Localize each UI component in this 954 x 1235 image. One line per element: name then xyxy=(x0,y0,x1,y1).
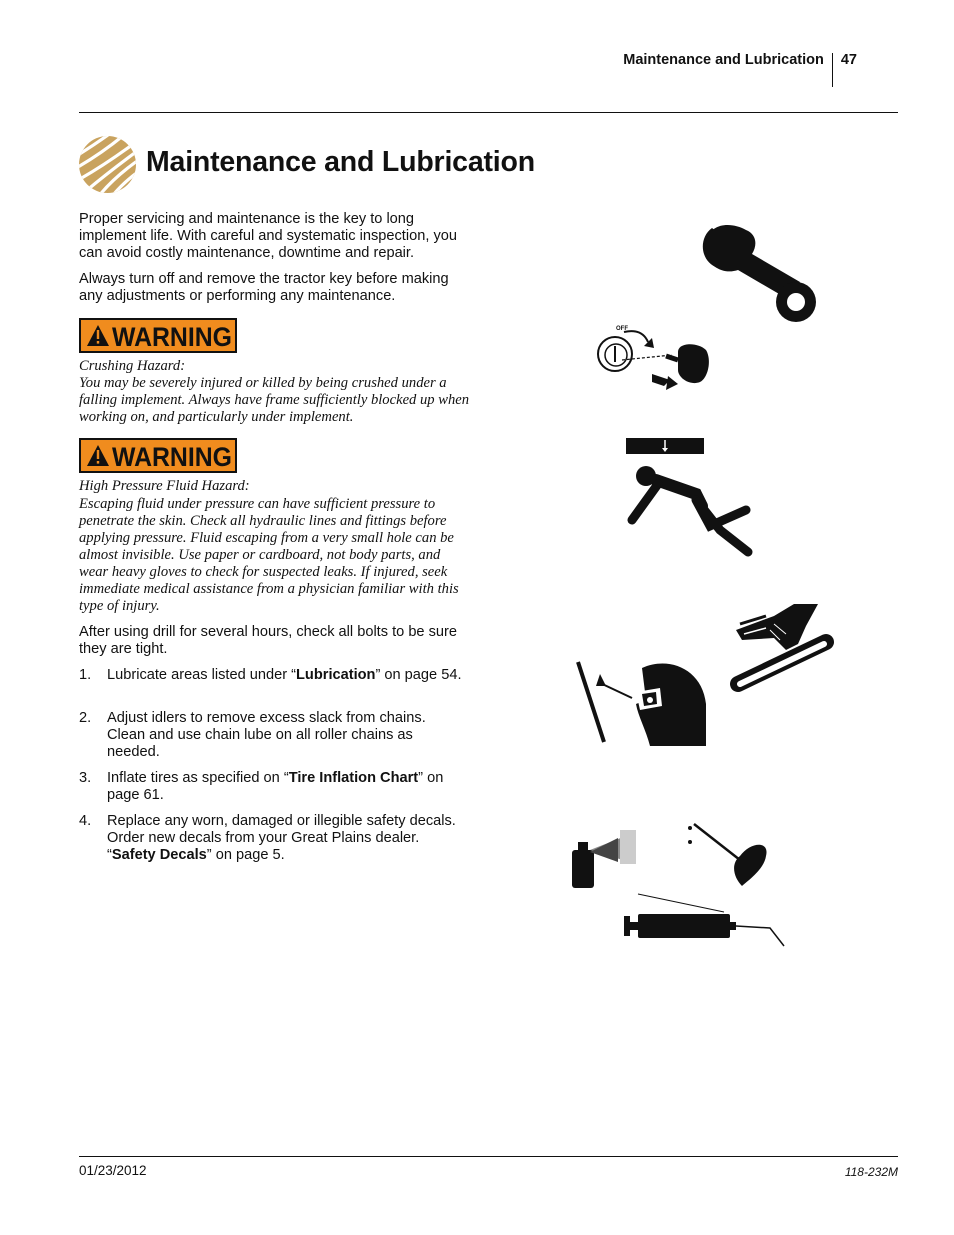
intro-paragraph-2: Always turn off and remove the tractor key before making any adjustments or performing any maintenance. xyxy=(79,271,449,304)
footer-date: 01/23/2012 xyxy=(79,1163,147,1178)
top-rule xyxy=(79,112,898,113)
step-text: ” on page 54. xyxy=(375,667,462,683)
warning-badge-text: WARNING xyxy=(112,442,232,472)
warning-badge-fluid xyxy=(79,438,237,473)
bottom-rule xyxy=(79,1156,898,1157)
list-item xyxy=(79,710,467,761)
step-number: 3. xyxy=(79,770,92,786)
hand-fluid-injection-icon xyxy=(736,604,826,684)
step-text: Replace any worn, damaged or illegible safety decals. Order new decals from your Great Plains dealer. “ xyxy=(107,813,456,863)
crushing-hazard-title: Crushing Hazard: xyxy=(79,358,186,374)
key-switch-icon xyxy=(598,326,709,390)
step-text: ” on page 5. xyxy=(206,847,285,863)
list-item xyxy=(79,667,467,684)
chapter-logo-icon xyxy=(78,135,137,194)
step-link-tire-inflation[interactable]: Tire Inflation Chart xyxy=(288,770,419,786)
step-link-safety-decals[interactable]: Safety Decals xyxy=(111,847,207,863)
running-header xyxy=(623,52,857,87)
step-text: Inflate tires as specified on “ xyxy=(107,770,289,786)
after-use-paragraph: After using drill for several hours, check all bolts to be sure they are tight. xyxy=(79,624,457,657)
list-item xyxy=(79,770,467,804)
page-number: 47 xyxy=(840,52,857,68)
crushing-hazard-text: You may be severely injured or killed by being crushed under a falling implement. Always have frame sufficiently blocked up when working on, and particularly under implement. xyxy=(79,375,470,425)
fluid-hazard-title: High Pressure Fluid Hazard: xyxy=(79,478,250,494)
lubrication-tools-icon xyxy=(572,824,784,946)
eye-protection-icon xyxy=(578,662,706,746)
running-header-section: Maintenance and Lubrication xyxy=(623,52,824,68)
warning-badge-text: WARNING xyxy=(112,322,232,352)
warning-badge-crushing xyxy=(79,318,237,353)
crushing-person-icon xyxy=(626,438,748,552)
step-text: Adjust idlers to remove excess slack from chains. Clean and use chain lube on all roller chains as needed. xyxy=(107,710,426,760)
wrench-icon xyxy=(703,225,816,322)
key-off-label: OFF xyxy=(616,326,628,332)
step-number: 4. xyxy=(79,813,92,829)
step-link-lubrication[interactable]: Lubrication xyxy=(296,667,376,683)
step-number: 2. xyxy=(79,710,92,726)
maintenance-illustrations xyxy=(560,210,860,955)
page-title: Maintenance and Lubrication xyxy=(146,146,535,178)
step-text: ” on page 61. xyxy=(107,770,444,803)
intro-paragraph-1: Proper servicing and maintenance is the key to long implement life. With careful and systematic inspection, you can avoid costly maintenance, downtime and repair. xyxy=(79,211,457,261)
step-number: 1. xyxy=(79,667,92,683)
step-text: Lubricate areas listed under “ xyxy=(107,667,297,683)
list-item xyxy=(79,813,467,864)
footer-doc-number: 118-232M xyxy=(844,1165,898,1179)
fluid-hazard-text: Escaping fluid under pressure can have sufficient pressure to penetrate the skin. Check all hydraulic lines and fittings before applying pressure. Fluid escaping from a very small hole can be almost invisible. Use paper or cardboard, not body parts, and wear heavy gloves to check for suspected leaks. If injured, seek immediate medical assistance from a physician familiar with this type of injury. xyxy=(79,496,459,614)
